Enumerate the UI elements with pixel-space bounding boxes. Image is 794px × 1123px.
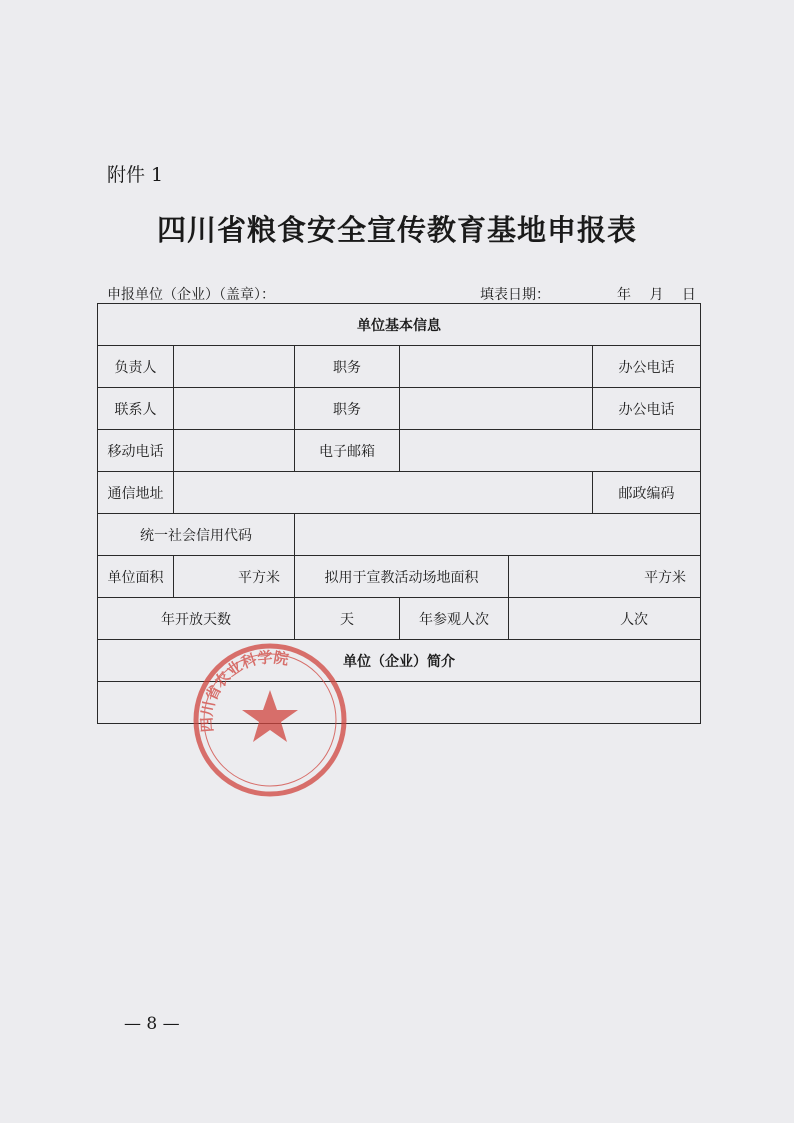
- fill-date-label: 填表日期：: [480, 287, 550, 303]
- leader-label: 负责人: [98, 346, 174, 388]
- credit-code-label: 统一社会信用代码: [98, 514, 295, 556]
- open-days-label: 年开放天数: [98, 598, 295, 640]
- visitors-unit[interactable]: 人次: [509, 598, 701, 640]
- leader-field[interactable]: [174, 346, 295, 388]
- contact-office-phone-label: 办公电话: [593, 388, 701, 430]
- contact-position-field[interactable]: [400, 388, 593, 430]
- official-seal-icon: [190, 640, 350, 800]
- address-label: 通信地址: [98, 472, 174, 514]
- area-label: 单位面积: [98, 556, 174, 598]
- open-days-unit[interactable]: 天: [295, 598, 400, 640]
- intro-field[interactable]: [98, 682, 701, 724]
- leader-position-field[interactable]: [400, 346, 593, 388]
- address-field[interactable]: [174, 472, 593, 514]
- email-label: 电子邮箱: [295, 430, 400, 472]
- activity-area-label: 拟用于宣教活动场地面积: [295, 556, 509, 598]
- email-field[interactable]: [400, 430, 701, 472]
- fill-date-ymd: 年 月 日: [617, 287, 696, 303]
- credit-code-field[interactable]: [295, 514, 701, 556]
- contact-position-label: 职务: [295, 388, 400, 430]
- contact-label: 联系人: [98, 388, 174, 430]
- contact-field[interactable]: [174, 388, 295, 430]
- mobile-label: 移动电话: [98, 430, 174, 472]
- section-basic-info: 单位基本信息: [98, 304, 701, 346]
- attachment-label: 附件 1: [107, 164, 164, 186]
- seal-text: 四川省农业科学院: [197, 648, 291, 733]
- area-unit[interactable]: 平方米: [174, 556, 295, 598]
- leader-office-phone-label: 办公电话: [593, 346, 701, 388]
- visitors-label: 年参观人次: [400, 598, 509, 640]
- mobile-field[interactable]: [174, 430, 295, 472]
- postcode-label: 邮政编码: [593, 472, 701, 514]
- application-form: [97, 303, 701, 724]
- activity-area-unit[interactable]: 平方米: [509, 556, 701, 598]
- page-number: — 8 —: [124, 1014, 180, 1034]
- section-intro: 单位（企业）简介: [98, 640, 701, 682]
- page-title: 四川省粮食安全宣传教育基地申报表: [156, 213, 637, 247]
- leader-position-label: 职务: [295, 346, 400, 388]
- applicant-label: 申报单位（企业）（盖章）：: [107, 287, 275, 303]
